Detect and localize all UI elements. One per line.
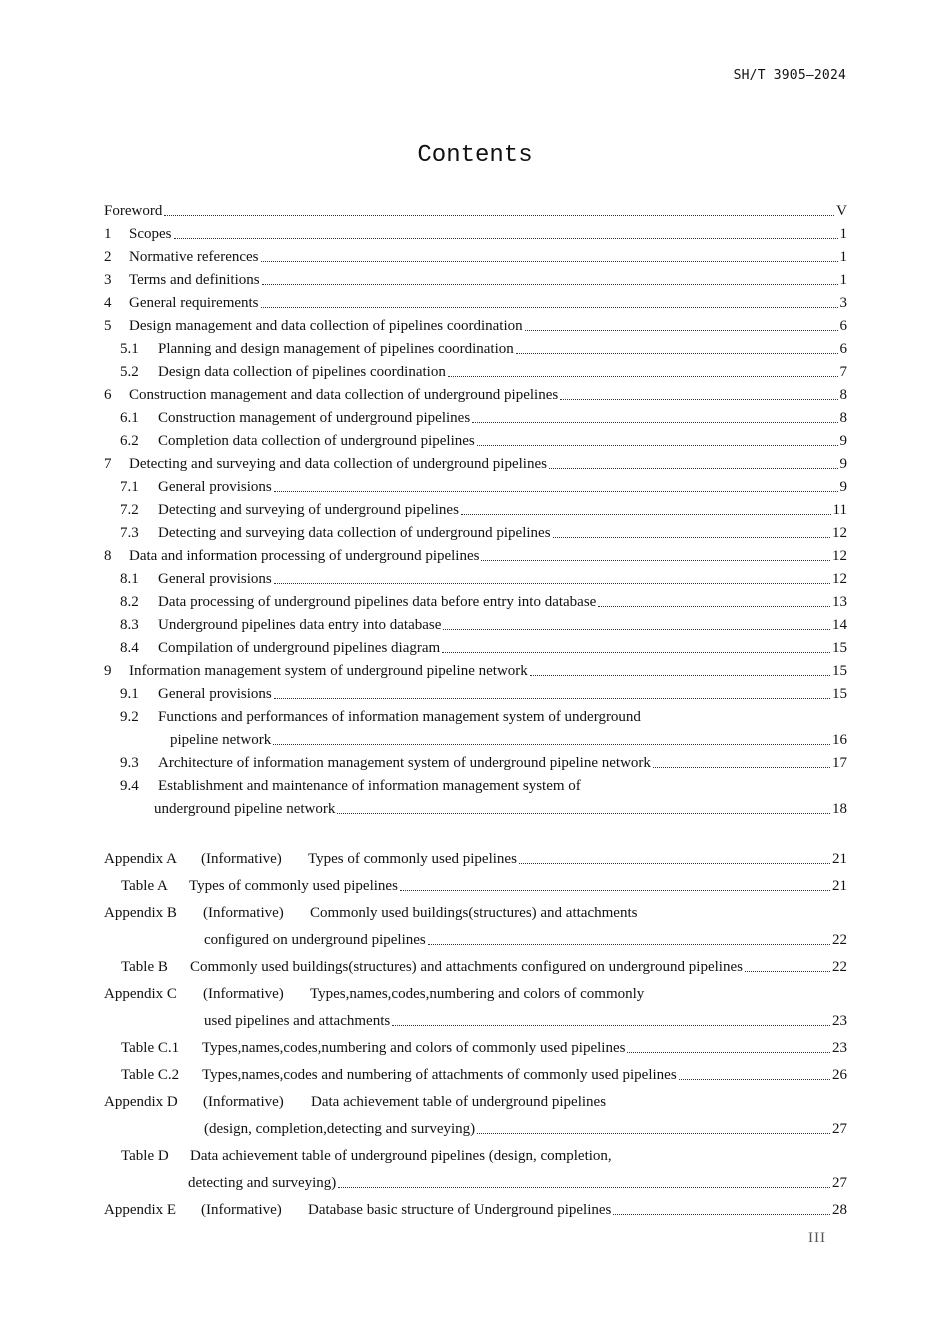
appendix-entry[interactable]: Appendix C (Informative) Types,names,codes,numbering and colors of commonly xyxy=(104,986,645,1002)
dot-leader xyxy=(598,605,830,607)
toc-entry[interactable]: 5.2 Design data collection of pipelines coordination 7 xyxy=(120,364,847,380)
toc-entry[interactable]: 6 Construction management and data collection of underground pipelines 8 xyxy=(104,387,847,403)
toc-entry[interactable]: 6.1 Construction management of underground pipelines 8 xyxy=(120,410,847,426)
dot-leader xyxy=(530,674,830,676)
dot-leader xyxy=(477,1132,830,1134)
dot-leader xyxy=(461,513,831,515)
toc-entry[interactable]: 6.2 Completion data collection of underground pipelines 9 xyxy=(120,433,847,449)
dot-leader xyxy=(653,766,830,768)
dot-leader xyxy=(679,1078,830,1080)
dot-leader xyxy=(262,283,838,285)
dot-leader xyxy=(274,490,838,492)
toc-entry-continuation[interactable]: underground pipeline network 18 xyxy=(154,801,847,817)
appendix-entry-continuation[interactable]: used pipelines and attachments 23 xyxy=(204,1013,847,1029)
toc-entry[interactable]: 2 Normative references 1 xyxy=(104,249,847,265)
appendix-table-entry[interactable]: Table C.2 Types,names,codes and numbering of attachments of commonly used pipelines 26 xyxy=(121,1067,847,1083)
toc-entry[interactable]: 5 Design management and data collection of pipelines coordination 6 xyxy=(104,318,847,334)
toc-entry[interactable]: 8.3 Underground pipelines data entry into database 14 xyxy=(120,617,847,633)
dot-leader xyxy=(448,375,838,377)
toc-entry[interactable]: Foreword V xyxy=(104,203,847,219)
toc-entry[interactable]: 9.2 Functions and performances of information management system of underground xyxy=(120,709,641,725)
dot-leader xyxy=(525,329,838,331)
dot-leader xyxy=(428,943,830,945)
dot-leader xyxy=(443,628,830,630)
dot-leader xyxy=(553,536,830,538)
dot-leader xyxy=(472,421,837,423)
toc-entry-continuation[interactable]: pipeline network 16 xyxy=(170,732,847,748)
dot-leader xyxy=(442,651,830,653)
toc-entry[interactable]: 1 Scopes 1 xyxy=(104,226,847,242)
dot-leader xyxy=(261,260,838,262)
appendix-entry[interactable]: Appendix D (Informative) Data achievement table of underground pipelines xyxy=(104,1094,607,1110)
dot-leader xyxy=(392,1024,830,1026)
dot-leader xyxy=(516,352,838,354)
appendix-entry[interactable]: Appendix B (Informative) Commonly used buildings(structures) and attachments xyxy=(104,905,638,921)
dot-leader xyxy=(400,889,830,891)
dot-leader xyxy=(519,862,830,864)
toc-entry[interactable]: 7.1 General provisions 9 xyxy=(120,479,847,495)
toc-entry[interactable]: 8.4 Compilation of underground pipelines diagram 15 xyxy=(120,640,847,656)
toc-entry[interactable]: 7 Detecting and surveying and data collection of underground pipelines 9 xyxy=(104,456,847,472)
appendix-entry[interactable]: Appendix A (Informative) Types of commonly used pipelines 21 xyxy=(104,851,847,867)
dot-leader xyxy=(549,467,838,469)
appendix-entry-continuation[interactable]: configured on underground pipelines 22 xyxy=(204,932,847,948)
standard-code: SH/T 3905—2024 xyxy=(733,68,846,83)
dot-leader xyxy=(261,306,838,308)
toc-entry[interactable]: 9.4 Establishment and maintenance of information management system of xyxy=(120,778,581,794)
toc-entry[interactable]: 7.3 Detecting and surveying data collection of underground pipelines 12 xyxy=(120,525,847,541)
dot-leader xyxy=(274,582,830,584)
dot-leader xyxy=(273,743,830,745)
dot-leader xyxy=(613,1213,830,1215)
toc-entry[interactable]: 9 Information management system of underground pipeline network 15 xyxy=(104,663,847,679)
toc-entry[interactable]: 8.1 General provisions 12 xyxy=(120,571,847,587)
page-title: Contents xyxy=(417,142,533,169)
toc-entry[interactable]: 4 General requirements 3 xyxy=(104,295,847,311)
dot-leader xyxy=(745,970,830,972)
dot-leader xyxy=(477,444,838,446)
dot-leader xyxy=(174,237,838,239)
toc-entry[interactable]: 9.1 General provisions 15 xyxy=(120,686,847,702)
page-number: III xyxy=(808,1230,826,1246)
toc-entry[interactable]: 9.3 Architecture of information management system of underground pipeline network 17 xyxy=(120,755,847,771)
appendix-table-entry[interactable]: Table B Commonly used buildings(structures) and attachments configured on underground pipelines 22 xyxy=(121,959,847,975)
appendix-table-entry-continuation[interactable]: detecting and surveying) 27 xyxy=(188,1175,847,1191)
dot-leader xyxy=(481,559,830,561)
toc-entry[interactable]: 7.2 Detecting and surveying of underground pipelines 11 xyxy=(120,502,847,518)
appendix-table-entry[interactable]: Table C.1 Types,names,codes,numbering and colors of commonly used pipelines 23 xyxy=(121,1040,847,1056)
toc-entry[interactable]: 3 Terms and definitions 1 xyxy=(104,272,847,288)
toc-entry[interactable]: 5.1 Planning and design management of pipelines coordination 6 xyxy=(120,341,847,357)
appendix-table-entry[interactable]: Table D Data achievement table of underground pipelines (design, completion, xyxy=(121,1148,612,1164)
appendix-entry-continuation[interactable]: (design, completion,detecting and surveying) 27 xyxy=(204,1121,847,1137)
dot-leader xyxy=(560,398,837,400)
appendix-entry[interactable]: Appendix E (Informative) Database basic structure of Underground pipelines 28 xyxy=(104,1202,847,1218)
dot-leader xyxy=(164,214,834,216)
dot-leader xyxy=(274,697,830,699)
appendix-table-entry[interactable]: Table A Types of commonly used pipelines 21 xyxy=(121,878,847,894)
dot-leader xyxy=(338,1186,830,1188)
dot-leader xyxy=(337,812,830,814)
dot-leader xyxy=(627,1051,830,1053)
toc-entry[interactable]: 8 Data and information processing of underground pipelines 12 xyxy=(104,548,847,564)
toc-entry[interactable]: 8.2 Data processing of underground pipelines data before entry into database 13 xyxy=(120,594,847,610)
